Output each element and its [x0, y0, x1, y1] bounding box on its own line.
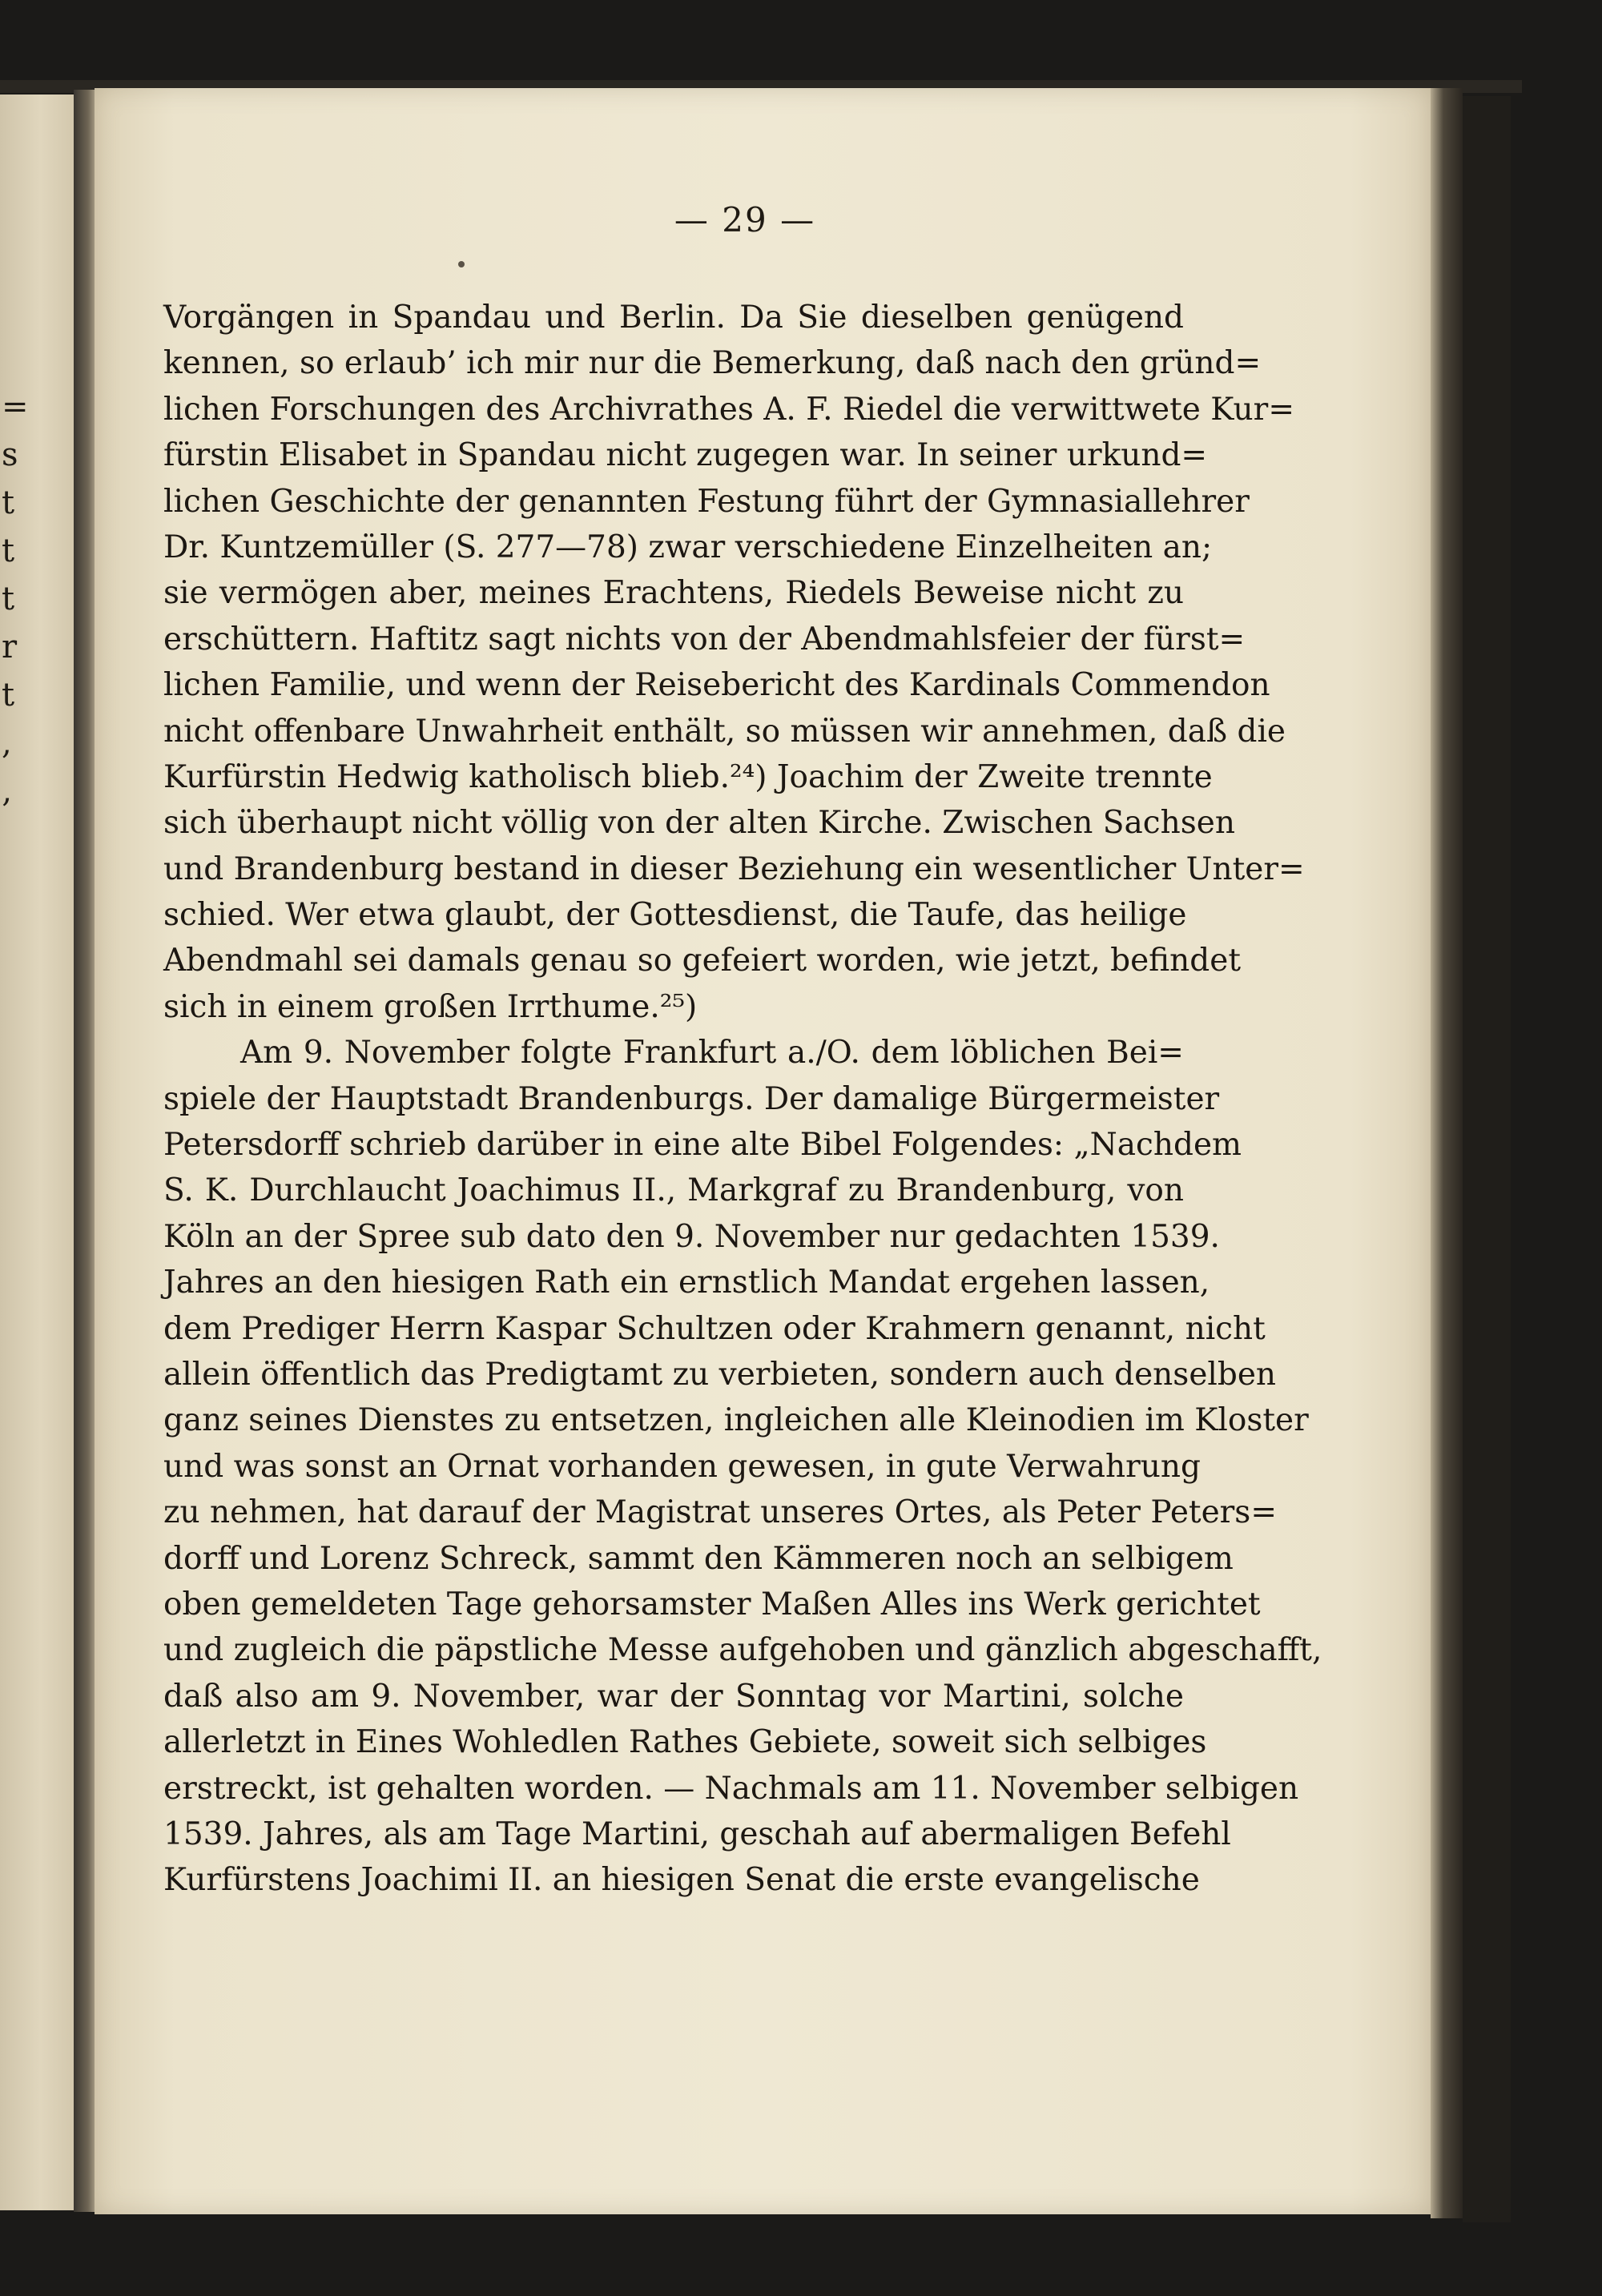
text-line: oben gemeldeten Tage gehorsamster Maßen Alles ins Werk gerichtet [163, 1586, 1261, 1622]
previous-page-sliver [0, 94, 76, 2210]
edge-letter: t [2, 485, 15, 521]
text-line: Kurfürstens Joachimi II. an hiesigen Senat die erste evangelische [163, 1862, 1200, 1899]
text-line: nicht offenbare Unwahrheit enthält, so müssen wir annehmen, daß die [163, 713, 1286, 750]
text-line: spiele der Hauptstadt Brandenburgs. Der damalige Bürgermeister [163, 1080, 1220, 1117]
text-line: Dr. Kuntzemüller (S. 277—78) zwar verschiedene Einzelheiten an; [163, 529, 1213, 565]
text-line: Jahres an den hiesigen Rath ein ernstlich Mandat ergehen lassen, [163, 1265, 1210, 1301]
edge-letter: t [2, 677, 15, 714]
text-line: und zugleich die päpstliche Messe aufgehoben und gänzlich abgeschafft, [163, 1632, 1322, 1669]
text-line: Am 9. November folgte Frankfurt a./O. dem löblichen Bei= [240, 1035, 1184, 1072]
page-body-text [163, 295, 1322, 1904]
text-line: erstreckt, ist gehalten worden. — Nachmals am 11. November selbigen [163, 1770, 1299, 1807]
edge-letter: t [2, 533, 15, 569]
text-line: und Brandenburg bestand in dieser Beziehung ein wesentlicher Unter= [163, 850, 1305, 887]
page-number: — 29 — [674, 200, 816, 239]
text-line: daß also am 9. November, war der Sonntag vor Martini, solche [163, 1678, 1184, 1715]
edge-letter: s [2, 436, 18, 473]
text-line: allein öffentlich das Predigtamt zu verbieten, sondern auch denselben [163, 1356, 1277, 1393]
text-line: 1539. Jahres, als am Tage Martini, geschah auf abermaligen Befehl [163, 1815, 1231, 1852]
text-line: lichen Familie, und wenn der Reisebericht des Kardinals Commendon [163, 667, 1270, 704]
text-line: lichen Geschichte der genannten Festung führt der Gymnasiallehrer [163, 483, 1250, 520]
text-line: sie vermögen aber, meines Erachtens, Riedels Beweise nicht zu [163, 575, 1184, 612]
text-line: Petersdorff schrieb darüber in eine alte Bibel Folgendes: „Nachdem [163, 1127, 1242, 1164]
text-line: schied. Wer etwa glaubt, der Gottesdienst, die Taufe, das heilige [163, 897, 1187, 934]
edge-letter: t [2, 581, 15, 617]
text-line: sich in einem großen Irrthume.²⁵) [163, 988, 698, 1025]
text-line: allerletzt in Eines Wohledlen Rathes Gebiete, soweit sich selbiges [163, 1724, 1207, 1761]
text-line: Köln an der Spree sub dato den 9. November nur gedachten 1539. [163, 1218, 1220, 1255]
text-line: lichen Forschungen des Archivrathes A. F. Riedel die verwittwete Kur= [163, 391, 1294, 428]
text-line: sich überhaupt nicht völlig von der alten Kirche. Zwischen Sachsen [163, 805, 1235, 842]
text-line: und was sonst an Ornat vorhanden gewesen, in gute Verwahrung [163, 1448, 1201, 1485]
text-line: S. K. Durchlaucht Joachimus II., Markgraf zu Brandenburg, von [163, 1172, 1184, 1209]
text-line: Vorgängen in Spandau und Berlin. Da Sie dieselben genügend [163, 300, 1184, 336]
paper-speck [458, 261, 465, 267]
edge-letter: ‚ [2, 773, 12, 810]
text-line: kennen, so erlaub’ ich mir nur die Bemerkung, daß nach den gründ= [163, 345, 1262, 382]
text-line: ganz seines Dienstes zu entsetzen, ingleichen alle Kleinodien im Kloster [163, 1402, 1309, 1439]
book-cover-edge [1463, 96, 1511, 2222]
text-line: Abendmahl sei damals genau so gefeiert worden, wie jetzt, befindet [163, 943, 1242, 979]
text-line: erschüttern. Haftitz sagt nichts von der Abendmahlsfeier der fürst= [163, 621, 1246, 657]
edge-letter: , [2, 725, 12, 762]
text-line: dorff und Lorenz Schreck, sammt den Kämmeren noch an selbigem [163, 1540, 1234, 1577]
text-line: Kurfürstin Hedwig katholisch blieb.²⁴) Joachim der Zweite trennte [163, 758, 1213, 795]
text-line: fürstin Elisabet in Spandau nicht zugegen war. In seiner urkund= [163, 437, 1208, 474]
text-line: dem Prediger Herrn Kaspar Schultzen oder Krahmern genannt, nicht [163, 1310, 1266, 1347]
edge-letter: = [2, 388, 29, 425]
page-right-edge [1431, 88, 1463, 2218]
previous-page-edge-letters [2, 383, 34, 815]
edge-letter: r [2, 629, 18, 665]
text-line: zu nehmen, hat darauf der Magistrat unseres Ortes, als Peter Peters= [163, 1494, 1278, 1531]
